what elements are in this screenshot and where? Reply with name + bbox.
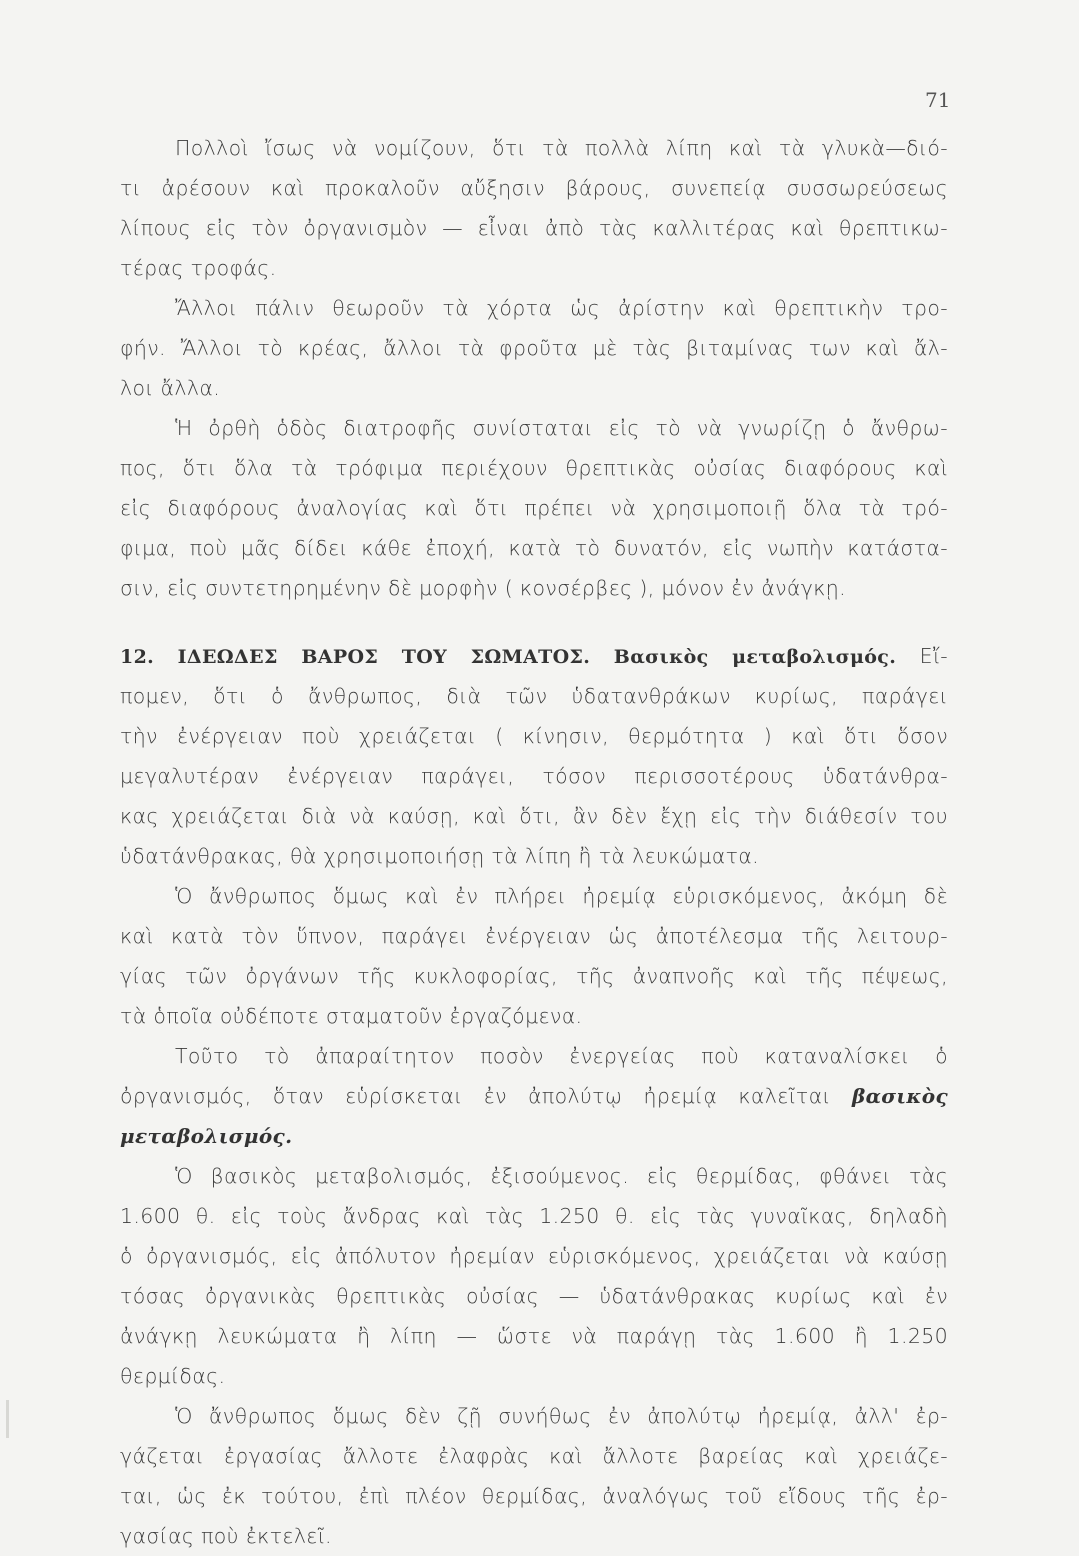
scan-margin-mark	[6, 1400, 9, 1438]
text-line: πος, ὅτι ὅλα τὰ τρόφιμα περιέχουν θρεπτικὰς οὐσίας διαφόρους καὶ	[120, 456, 948, 480]
text-line: σιν, εἰς συντετηρημένην δὲ μορφὴν ( κονσέρβες ), μόνον ἐν ἀνάγκῃ.	[120, 576, 846, 600]
text-line: Ἄλλοι πάλιν θεωροῦν τὰ χόρτα ὡς ἀρίστην καὶ θρεπτικὴν τρο-	[175, 296, 948, 320]
text-line: Ἡ ὀρθὴ ὁδὸς διατροφῆς συνίσταται εἰς τὸ νὰ γνωρίζῃ ὁ ἄνθρω-	[175, 416, 948, 440]
text-line: κας χρειάζεται διὰ νὰ καύσῃ, καὶ ὅτι, ἂν δὲν ἔχῃ εἰς τὴν διάθεσίν του	[120, 804, 948, 828]
text-line: τὰ ὁποῖα οὐδέποτε σταματοῦν ἐργαζόμενα.	[120, 1004, 583, 1028]
text-line: φιμα, ποὺ μᾶς δίδει κάθε ἐποχή, κατὰ τὸ δυνατόν, εἰς νωπὴν κατάστα-	[120, 536, 948, 560]
text-line: Τοῦτο τὸ ἀπαραίτητον ποσὸν ἐνεργείας ποὺ καταναλίσκει ὁ	[175, 1044, 948, 1068]
page-number: 71	[925, 88, 951, 112]
text-line: Ὁ ἄνθρωπος ὅμως δὲν ζῇ συνήθως ἐν ἀπολύτῳ ἠρεμίᾳ, ἀλλ' ἐρ-	[175, 1404, 948, 1428]
text-line: φήν. Ἄλλοι τὸ κρέας, ἄλλοι τὰ φροῦτα μὲ τὰς βιταμίνας των καὶ ἄλ-	[120, 336, 948, 360]
text-line: πομεν, ὅτι ὁ ἄνθρωπος, διὰ τῶν ὑδατανθράκων κυρίως, παράγει	[120, 684, 948, 708]
section-heading-line	[120, 636, 948, 677]
text-line: ὁ ὀργανισμός, εἰς ἀπόλυτον ἠρεμίαν εὑρισκόμενος, χρειάζεται νὰ καύσῃ	[120, 1244, 948, 1268]
text-line: λοι ἄλλα.	[120, 376, 221, 400]
text-line: θερμίδας.	[120, 1364, 226, 1388]
term-basal: βασικὸς	[851, 1084, 948, 1108]
text-line: καὶ κατὰ τὸν ὕπνον, παράγει ἐνέργειαν ὡς ἀποτέλεσμα τῆς λειτουρ-	[120, 924, 948, 948]
text-line: μεγαλυτέραν ἐνέργειαν παράγει, τόσον περισσοτέρους ὑδατάνθρα-	[120, 764, 948, 788]
text-line: ὑδατάνθρακας, θὰ χρησιμοποιήσῃ τὰ λίπη ἢ τὰ λευκώματα.	[120, 844, 759, 868]
text-line: γάζεται ἐργασίας ἄλλοτε ἐλαφρὰς καὶ ἄλλοτε βαρείας καὶ χρειάζε-	[120, 1444, 948, 1468]
text-line: γίας τῶν ὀργάνων τῆς κυκλοφορίας, τῆς ἀναπνοῆς καὶ τῆς πέψεως,	[120, 964, 948, 988]
text-line: εἰς διαφόρους ἀναλογίας καὶ ὅτι πρέπει νὰ χρησιμοποιῇ ὅλα τὰ τρό-	[120, 496, 948, 520]
term-metabolism: μεταβολισμός.	[120, 1124, 293, 1148]
text-line: τέρας τροφάς.	[120, 256, 277, 280]
section-number: 12.	[120, 646, 155, 668]
text-line: ται, ὡς ἐκ τούτου, ἐπὶ πλέον θερμίδας, ἀναλόγως τοῦ εἴδους τῆς ἐρ-	[120, 1484, 948, 1508]
section-title: ΙΔΕΩΔΕΣ ΒΑΡΟΣ ΤΟΥ ΣΩΜΑΤΟΣ.	[177, 646, 591, 668]
text-line: Ὁ ἄνθρωπος ὅμως καὶ ἐν πλήρει ἠρεμίᾳ εὑρισκόμενος, ἀκόμη δὲ	[175, 884, 948, 908]
text-line: λίπους εἰς τὸν ὀργανισμὸν — εἶναι ἀπὸ τὰς καλλιτέρας καὶ θρεπτικω-	[120, 216, 948, 240]
text-line: Ὁ βασικὸς μεταβολισμός, ἐξισούμενος. εἰς θερμίδας, φθάνει τὰς	[175, 1164, 948, 1188]
text-fragment: ὀργανισμός, ὅταν εὑρίσκεται ἐν ἀπολύτῳ ἠρεμίᾳ καλεῖται	[120, 1084, 831, 1108]
text-line: ἀνάγκῃ λευκώματα ἢ λίπη — ὥστε νὰ παράγῃ τὰς 1.600 ἢ 1.250	[120, 1324, 948, 1348]
text-line	[120, 1076, 948, 1116]
text-line: τόσας ὀργανικὰς θρεπτικὰς οὐσίας — ὑδατάνθρακας κυρίως καὶ ἐν	[120, 1284, 948, 1308]
text-line: τι ἀρέσουν καὶ προκαλοῦν αὔξησιν βάρους, συνεπείᾳ συσσωρεύσεως	[120, 176, 948, 200]
text-line	[120, 1116, 948, 1156]
section-subtitle: Βασικὸς μεταβολισμός.	[613, 646, 897, 668]
text-fragment: Εἴ-	[919, 644, 949, 668]
text-line: τὴν ἐνέργειαν ποὺ χρειάζεται ( κίνησιν, θερμότητα ) καὶ ὅτι ὅσον	[120, 724, 948, 748]
text-line: Πολλοὶ ἴσως νὰ νομίζουν, ὅτι τὰ πολλὰ λίπη καὶ τὰ γλυκὰ—διό-	[175, 136, 948, 160]
text-line: 1.600 θ. εἰς τοὺς ἄνδρας καὶ τὰς 1.250 θ. εἰς τὰς γυναῖκας, δηλαδὴ	[120, 1204, 948, 1228]
text-line: γασίας ποὺ ἐκτελεῖ.	[120, 1524, 332, 1548]
